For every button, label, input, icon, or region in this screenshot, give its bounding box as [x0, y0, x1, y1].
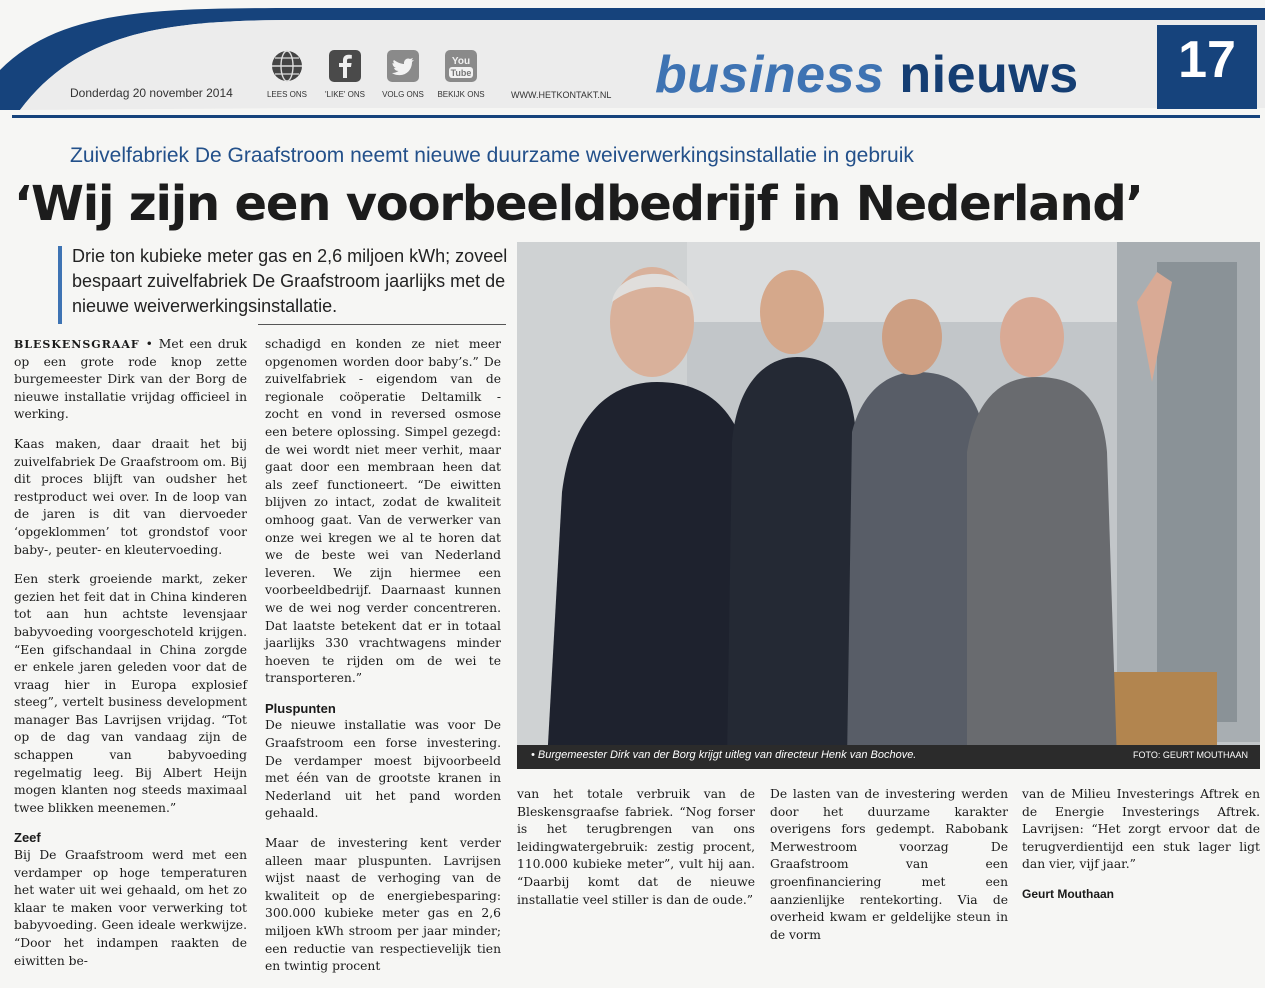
issue-date: Donderdag 20 november 2014 [70, 86, 233, 100]
section-title-part1: business [655, 46, 885, 104]
article-column-1 [14, 336, 247, 982]
article-column-3 [517, 786, 755, 921]
paragraph: Bij De Graafstroom werd met een verdamper op hoge temperaturen het water uit wei gehaald, om het zo klaar te maken voor verwerking tot babyvoeding. Geen ideale werkwijze. “Door het indampen raakten de eiwitten be- [14, 848, 247, 968]
subheading-zeef: Zeef [14, 830, 41, 846]
article-column-2 [265, 336, 501, 988]
globe-icon [269, 48, 305, 84]
paragraph: van de Milieu Investerings Aftrek en de Energie Investerings Aftrek. Lavrijsen: “Het zorgt ervoor dat de terugverdientijd een stuk lager ligt dan vier, vijf jaar.” [1022, 787, 1260, 872]
photo-caption: • Burgemeester Dirk van der Borg krijgt uitleg van directeur Henk van Bochove. [531, 749, 917, 761]
dateline: BLESKENSGRAAF [14, 338, 140, 351]
article-kicker: Zuivelfabriek De Graafstroom neemt nieuwe duurzame weiverwerkingsinstallatie in gebruik [70, 144, 914, 167]
paragraph: Kaas maken, daar draait het bij zuivelfabriek De Graafstroom om. Bij dit proces blijft van oudsher het restproduct wei over. In de loop van de jaren is dit van diervoeder ‘opgeklommen’ tot grondstof voor baby-, peuter- en kleutervoeding. [14, 436, 247, 557]
lead-underline [258, 324, 506, 325]
section-title-part2: nieuws [899, 46, 1079, 104]
photo-credit: FOTO: GEURT MOUTHAAN [1133, 750, 1249, 760]
paragraph: BLESKENSGRAAF • Met een druk op een grote rode knop zette burgemeester Dirk van der Borg de nieuwe installatie vrijdag officieel in werking. [14, 337, 247, 422]
lead-accent-bar [58, 246, 62, 324]
youtube-icon [443, 48, 479, 84]
article-author: Geurt Mouthaan [1022, 886, 1114, 901]
svg-text:You: You [451, 56, 471, 67]
svg-text:Tube: Tube [450, 68, 472, 78]
paragraph: Maar de investering kent verder alleen maar pluspunten. Lavrijsen wijst naast de verhoging van de kwaliteit op de energiebesparing: 300.000 kubieke meter gas en 2,6 miljoen kWh stroom per jaar minder; een reductie van respectievelijk tien en twintig procent [265, 836, 501, 974]
section-title [655, 45, 1079, 105]
paragraph: Een sterk groeiende markt, zeker gezien het feit dat in China kinderen tot aan hun achtste levensjaar babyvoeding voorgeschoteld krijgen. “Een gifschandaal in China zorgde er enkele jaren geleden voor dat de vraag hier in Europa explosief steeg”, vertelt business development manager Bas Lavrijsen vrijdag. “Tot op de dag van vandaag zijn de schappen van babyvoeding regelmatig leeg. Bij Albert Heijn mogen klanten nog steeds maximaal twee blikken meenemen.” [14, 572, 247, 815]
website-link[interactable]: WWW.HETKONTAKT.NL [511, 90, 612, 100]
article-lead: Drie ton kubieke meter gas en 2,6 miljoen kWh; zoveel bespaart zuivelfabriek De Graafstroom jaarlijks met de nieuwe weiverwerkingsinstallatie. [72, 246, 508, 316]
twitter-icon [385, 48, 421, 84]
article-column-5 [1022, 786, 1260, 904]
paragraph: De nieuwe installatie was voor De Graafstroom een forse investering. De verdamper moest bijvoorbeeld met één van de grootste kranen in Nederland uit het pand worden gehaald. [265, 718, 501, 821]
subheading-pluspunten: Pluspunten [265, 700, 336, 716]
social-follow[interactable] [373, 48, 433, 99]
paragraph-text: Met een druk op een grote rode knop zette burgemeester Dirk van der Borg de nieuwe installatie vrijdag officieel in werking. [14, 337, 247, 422]
social-read[interactable] [257, 48, 317, 99]
header-rule [12, 115, 1260, 118]
facebook-icon [327, 48, 363, 84]
article-column-4 [770, 786, 1008, 956]
paragraph: van het totale verbruik van de Bleskensgraafse fabriek. “Nog forser is het terugbrengen van ons leidingwatergebruik: zestig procent, 110.000 kubieke meter”, vult hij aan. “Daarbij komt dat de nieuwe installatie veel stiller is dan de oude.” [517, 787, 755, 907]
article-photo [517, 242, 1260, 769]
social-read-label: LEES ONS [266, 90, 307, 99]
article-headline: ‘Wij zijn een voorbeeldbedrijf in Nederland’ [14, 176, 1143, 232]
page-number: 17 [1157, 25, 1257, 109]
social-watch-label: BEKIJK ONS [437, 90, 485, 99]
paragraph: De lasten van de investering werden door het duurzame karakter overigens fors gedempt. Rabobank Merwestroom voorzag De Graafstroom van een groenfinanciering met een aanzienlijke rentekorting. Via de overheid kwam er geldelijke steun in de vorm [770, 787, 1008, 942]
social-like-label: 'LIKE' ONS [325, 90, 365, 99]
paragraph: schadigd en konden ze niet meer opgenomen worden door baby’s.” De zuivelfabriek - eigendom van de regionale coöperatie Deltamilk - zocht en vond in reversed osmose een betere oplossing. Simpel gezegd: de wei wordt niet meer verhit, maar gaat door een membraan heen dat als zeef functioneert. “De eiwitten blijven zo intact, zodat de kwaliteit omhoog gaat. Van de verwerker van onze wei kregen we al te horen dat we de beste wei van Nederland leveren. We zijn hiermee een voorbeeldbedrijf. Daarnaast kunnen we de wei nog verder concentreren. Dat laatste betekent dat er in totaal jaarlijks 330 vrachtwagens minder hoeven te rijden om de wei te transporteren.” [265, 337, 501, 686]
social-follow-label: VOLG ONS [382, 90, 424, 99]
social-watch[interactable] [431, 48, 491, 99]
social-like[interactable] [315, 48, 375, 99]
